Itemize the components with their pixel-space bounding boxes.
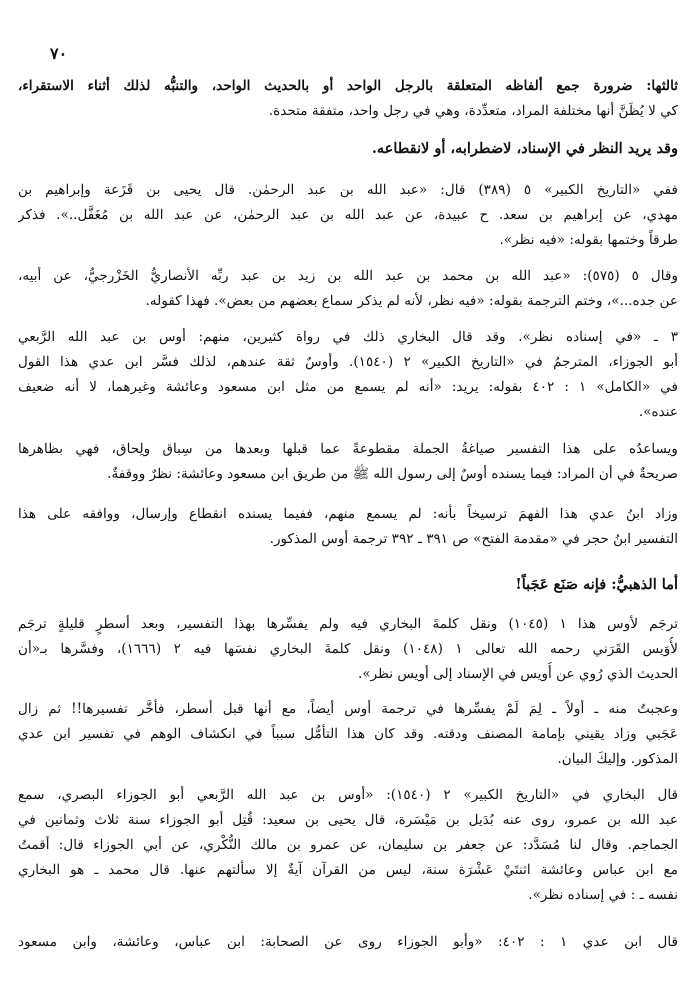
- text-line: المذكور. وإليكَ البيان.: [557, 751, 678, 767]
- text-line: صريحةٌ في أن المراد: فيما يسنده أوسٌ إلى رسول الله ﷺ من طريق ابن مسعود وعائشة: نظرٌ ووقفةٌ.: [107, 466, 678, 482]
- paragraph-8: [18, 697, 678, 772]
- text-line: ثالثها: ضرورة جمع ألفاظه المتعلقة بالرجل الواحد أو بالحديث الواحد، والتنبُّه لذلك أثناء الاستقراء،: [18, 78, 678, 94]
- text-line: ففي «التاريخ الكبير» ٥ (٣٨٩) قال: «عبد الله بن عبد الرحمٰن. قال يحيى بن قَزَعة وإبراهيم بن: [18, 182, 678, 198]
- text-line: كي لا يُظَنَّ أنها مختلفة المراد، متعدِّدة، وهي في رجل واحد، متفقة متحدة.: [268, 103, 678, 119]
- text-line: وعجبتُ منه ـ أولاً ـ لِمَ لَمْ يفسِّرها في ترجمة أوس أيضاً، مع أنها قبل أسطر، فأخَّر تفسيرها!! ثم زال: [18, 701, 678, 717]
- text-line: عن جده...»، وختم الترجمة بقوله: «فيه نظر، لأنه لم يذكر سماع بعضهم من بعض». فهذا كقوله.: [145, 293, 678, 309]
- text-line: في «الكامل» ١ : ٤٠٢ بقوله: يريد: «أنه لم يسمع من مثل ابن مسعود وعائشة وغيرهما، لا أنه ضعيف: [18, 379, 678, 395]
- text-line: وزاد ابنُ عدي هذا الفهمَ ترسيخاً بأنه: لم يسمع منهم، ففيما يسنده انقطاع وإرسال، ووافقه على هذا: [18, 506, 678, 522]
- text-line: مهدي، عن إبراهيم بن سعد. ح عبيدة، عن عبد الله بن عبد الرحمٰن، عن عبد الله بن مُغَفَّل..». فذكر: [18, 207, 678, 223]
- text-line: مع ابن عباس وعائشة اثنتَيْ عَشْرَة سنة، ليس من القرآن آيةٌ إلا سألتهم عنها. قال محمد ـ هو البخاري: [18, 862, 678, 878]
- text-line: طرقاً وختمها بقوله: «فيه نظر».: [499, 232, 678, 248]
- page-number: ٧٠: [50, 44, 68, 63]
- section-heading: أما الذهبيُّ: فإنه صَنَع عَجَباً!: [515, 576, 678, 593]
- text-line: عنده».: [638, 404, 678, 420]
- paragraph-1: [18, 74, 678, 124]
- paragraph-5: [18, 437, 678, 487]
- text-line: أبو الجوزاء، المترجمُ في «التاريخ الكبير» ٢ (١٥٤٠). وأوسٌ ثقة عندهم، لذلك فسَّر ابن عدي هذا القول: [18, 354, 678, 370]
- paragraph-2: [18, 178, 678, 253]
- text-line: الحديث الذي رُوي عن أُويس في الإسناد إلى أويس نظر».: [357, 666, 678, 682]
- paragraph-6: [18, 502, 678, 552]
- text-line: ترجَم لأوس هذا ١ (١٠٤٥) ونقل كلمةَ البخاري فيه ولم يفسِّرها بهذا التفسير، وبعد أسطرٍ قليلةٍ ترجَم: [18, 616, 678, 632]
- text-line: لأُوَيس القَرَني رحمه الله تعالى ١ (١٠٤٨) ونقل كلمةَ البخاري نفسَها فيه ٢ (١٦٦٦)، وفسَّرها بـ«أن: [18, 641, 678, 657]
- text-line: ويساعدُه على هذا التفسير صياغةُ الجملة مقطوعةً عما قبلها وبعدها من سِباق ولِحاق، فهي بظاهرها: [18, 441, 678, 457]
- section-heading: وقد يريد النظر في الإسناد، لاضطرابه، أو لانقطاعه.: [371, 140, 678, 157]
- paragraph-4: [18, 325, 678, 425]
- text-line: الجماجم. وقال لنا مُسَدَّد: عن جعفر بن سليمان، عن عمرو بن مالك النُّكْري، عن أبي الجوزاء قال: أقمتُ: [18, 837, 678, 853]
- text-line: قال البخاري في «التاريخ الكبير» ٢ (١٥٤٠): «أوس بن عبد الله الرَّبعي أبو الجوزاء البصري، سمع: [18, 787, 678, 803]
- paragraph-7: [18, 612, 678, 687]
- paragraph-3: [18, 264, 678, 314]
- paragraph-10: [18, 930, 678, 955]
- text-line: نفسه ـ : في إسناده نظر».: [528, 887, 678, 903]
- text-line: ٣ ـ «في إسناده نظر». وقد قال البخاري ذلك في رواة كثيرين، منهم: أوس بن عبد الله الرَّبعي: [18, 329, 678, 345]
- text-line: عَجَبي وزاد يقيني بإمامة المصنف ودقته. وقد كان هذا التأمُّل سبباً في انكشاف الوهم في تفسير ابن عدي: [18, 726, 678, 742]
- text-line: قال ابن عدي ١ : ٤٠٢: «وأبو الجوزاء روى عن الصحابة: ابن عباس، وعائشة، وابن مسعود: [18, 934, 678, 950]
- paragraph-9: [18, 783, 678, 908]
- text-line: وقال ٥ (٥٧٥): «عبد الله بن محمد بن عبد الله بن زيد بن عبد ربِّه الأنصاريُّ الخَزْرجيُّ، عن أبيه،: [18, 268, 678, 284]
- text-line: عبد الله بن عمرو، روى عنه بُدَيل بن مَيْسَرة، قال يحيى بن سعيد: قُتِل أبو الجوزاء سنة ثلاث وثمانين في: [18, 812, 678, 828]
- text-line: التفسير ابنُ حجر في «مقدمة الفتح» ص ٣٩١ ـ ٣٩٢ ترجمة أوس المذكور.: [269, 531, 678, 547]
